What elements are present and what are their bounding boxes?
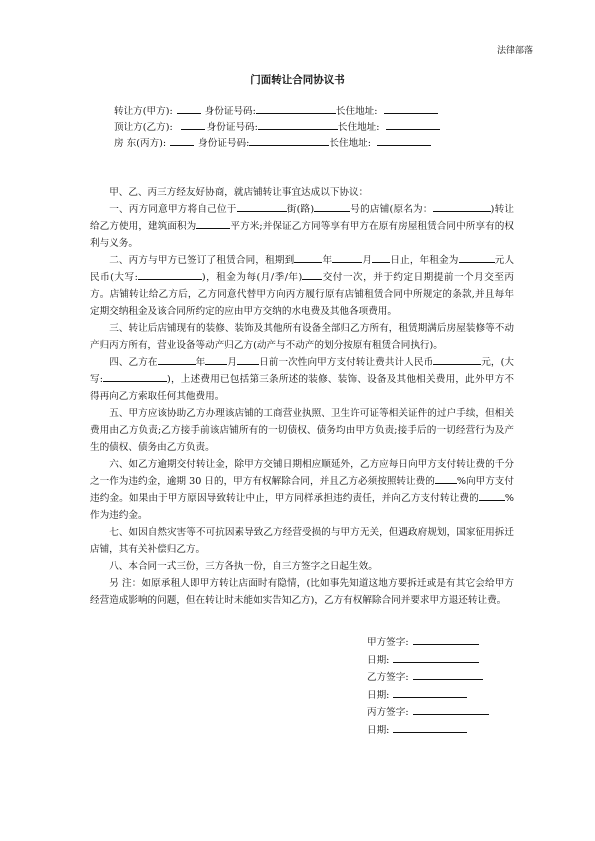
lease-year-blank[interactable] [294,252,322,263]
header-org-name: 法律部落 [496,46,533,56]
name-blank[interactable] [181,119,205,130]
id-label: 身份证号码: [206,122,258,133]
number-blank[interactable] [314,201,350,212]
clause-text: 一、丙方同意甲方将自己位于 [109,204,237,215]
pay-day-blank[interactable] [237,354,259,365]
clause-text: )转让给乙方使用，建筑面积为 [90,204,514,232]
address-blank[interactable] [386,119,440,130]
party-row-transferee [114,119,440,135]
signature-label: 甲方签字: [367,637,409,648]
clause-1 [90,201,514,252]
id-blank[interactable] [249,135,329,146]
clause-text: 交付一次，并于约定日期提前一个月交至丙方。店铺转让给乙方后，乙方同意代替甲方向丙方履行原有店铺租赁合同中所规定的条款,并且每年定期交纳租金及该合同所约定的应由甲方交纳的水电费及其他各项费用。 [90,272,514,317]
agreement-body [90,184,514,609]
date-blank[interactable] [393,652,479,663]
signature-block [367,634,489,739]
id-label: 身份证号码: [198,138,250,149]
signature-label: 乙方签字: [367,672,409,683]
date-label: 日期: [367,689,390,701]
signature-blank[interactable] [413,634,479,645]
clause-text: )，租金为每(月/季/年) [201,272,303,283]
date-label: 日期: [367,654,390,666]
rent-amount-blank[interactable] [459,252,495,263]
rent-period-blank[interactable] [302,269,322,280]
clause-8: 八、本合同一式三份，三方各执一份，自三方签字之日起生效。 [109,561,378,572]
clause-text: 月 [362,255,373,266]
date-row-party-c [367,722,489,740]
address-label: 长住地址: [335,106,378,117]
clause-text: 日前一次性向甲方支付转让费共计人民币 [259,357,434,368]
date-blank[interactable] [393,722,467,733]
clause-4 [90,354,514,405]
party-label: 转让方(甲方): [114,106,173,117]
old-name-blank[interactable] [433,201,491,212]
lease-month-blank[interactable] [332,252,362,263]
fee-amount-blank[interactable] [433,354,481,365]
name-blank[interactable] [177,103,201,114]
parties-block [114,103,440,151]
id-label: 身份证号码: [204,106,256,117]
signature-row-party-a [367,634,489,652]
penalty-percent-blank-1[interactable] [435,473,457,484]
signature-blank[interactable] [413,669,483,680]
clause-6 [90,456,514,524]
address-label: 长住地址: [337,122,380,133]
document-title: 门面转让合同协议书 [250,74,345,86]
fee-capital-blank[interactable] [103,371,167,382]
rent-capital-blank[interactable] [138,269,202,280]
address-blank[interactable] [377,135,431,146]
pay-year-blank[interactable] [158,354,196,365]
date-blank[interactable] [393,687,467,698]
clause-text: 年 [195,357,206,368]
clause-text: 年 [322,255,333,266]
party-row-landlord [114,135,440,151]
clause-text: 四、乙方在 [109,357,158,368]
clause-2 [90,252,514,320]
clause-text: 街(路) [286,204,315,215]
street-blank[interactable] [237,201,287,212]
party-label: 房 东(丙方): [114,138,167,149]
clause-5: 五、甲方应该协助乙方办理该店铺的工商营业执照、卫生许可证等相关证件的过户手续，但相关费用由乙方负责;乙方接手前该店铺所有的一切债权、债务均由甲方负责;接手后的一切经营行为及产生的债权、债务由乙方负责。 [90,408,514,453]
name-blank[interactable] [170,135,194,146]
clause-3: 三、转让后店铺现有的装修、装饰及其他所有设备全部归乙方所有，租赁期满后房屋装修等不动产归丙方所有，营业设备等动产归乙方(动产与不动产的划分按原有租赁合同执行)。 [90,323,514,351]
clause-text: 二、丙方与甲方已签订了租赁合同，租期到 [109,255,295,266]
signature-row-party-c [367,704,489,722]
intro-paragraph: 甲、乙、丙三方经友好协商，就店铺转让事宜达成以下协议： [109,187,369,198]
address-blank[interactable] [384,103,438,114]
clause-text: 日止，年租金为 [390,255,459,266]
clause-text: 平方米;并保证乙方同等享有甲方在原有房屋租赁合同中所享有的权利与义务。 [90,221,515,249]
signature-row-party-b [367,669,489,687]
pay-month-blank[interactable] [205,354,227,365]
note-paragraph: 另 注：如原承租人即甲方转让店面时有隐情，(比如事先知道这地方要拆迁或是有其它会给甲方经营造成影响的问题，但在转让时未能如实告知乙方)，乙方有权解除合同并要求甲方退还转让费。 [90,578,514,606]
clause-text: 元人民币(大写: [90,255,515,283]
signature-label: 丙方签字: [367,707,409,718]
clause-text: 六、如乙方逾期交付转让金，除甲方交铺日期相应顺延外，乙方应每日向甲方支付转让费的千分之一作为违约金，逾期 30 日的，甲方有权解除合同，并且乙方必须按照转让费的 [90,459,514,487]
penalty-percent-blank-2[interactable] [479,490,505,501]
area-blank[interactable] [196,218,230,229]
clause-text: 号的店铺(原名为： [350,204,433,215]
clause-text: 月 [227,357,238,368]
signature-blank[interactable] [413,704,489,715]
lease-day-blank[interactable] [372,252,390,263]
date-row-party-a [367,652,489,670]
id-blank[interactable] [256,103,336,114]
clause-7: 七、如因自然灾害等不可抗因素导致乙方经营受损的与甲方无关，但遇政府规划，国家征用拆迁店铺，其有关补偿归乙方。 [90,527,514,555]
address-label: 长住地址: [329,138,371,149]
party-label: 顶让方(乙方): [114,122,173,133]
clause-text: %向甲方支付违约金。如果由于甲方原因导致转让中止，甲方同样承担违约责任，并向乙方支付转让费的 [90,476,514,504]
party-row-transferor [114,103,440,119]
id-blank[interactable] [258,119,338,130]
date-label: 日期: [367,724,390,736]
date-row-party-b [367,687,489,705]
clause-text: )，上述费用已包括第三条所述的装修、装饰、设备及其他相关费用，此外甲方不得再向乙方索取任何其他费用。 [90,374,514,402]
clause-text: %作为违约金。 [90,493,514,521]
clause-text: 元，(大写: [90,357,515,385]
